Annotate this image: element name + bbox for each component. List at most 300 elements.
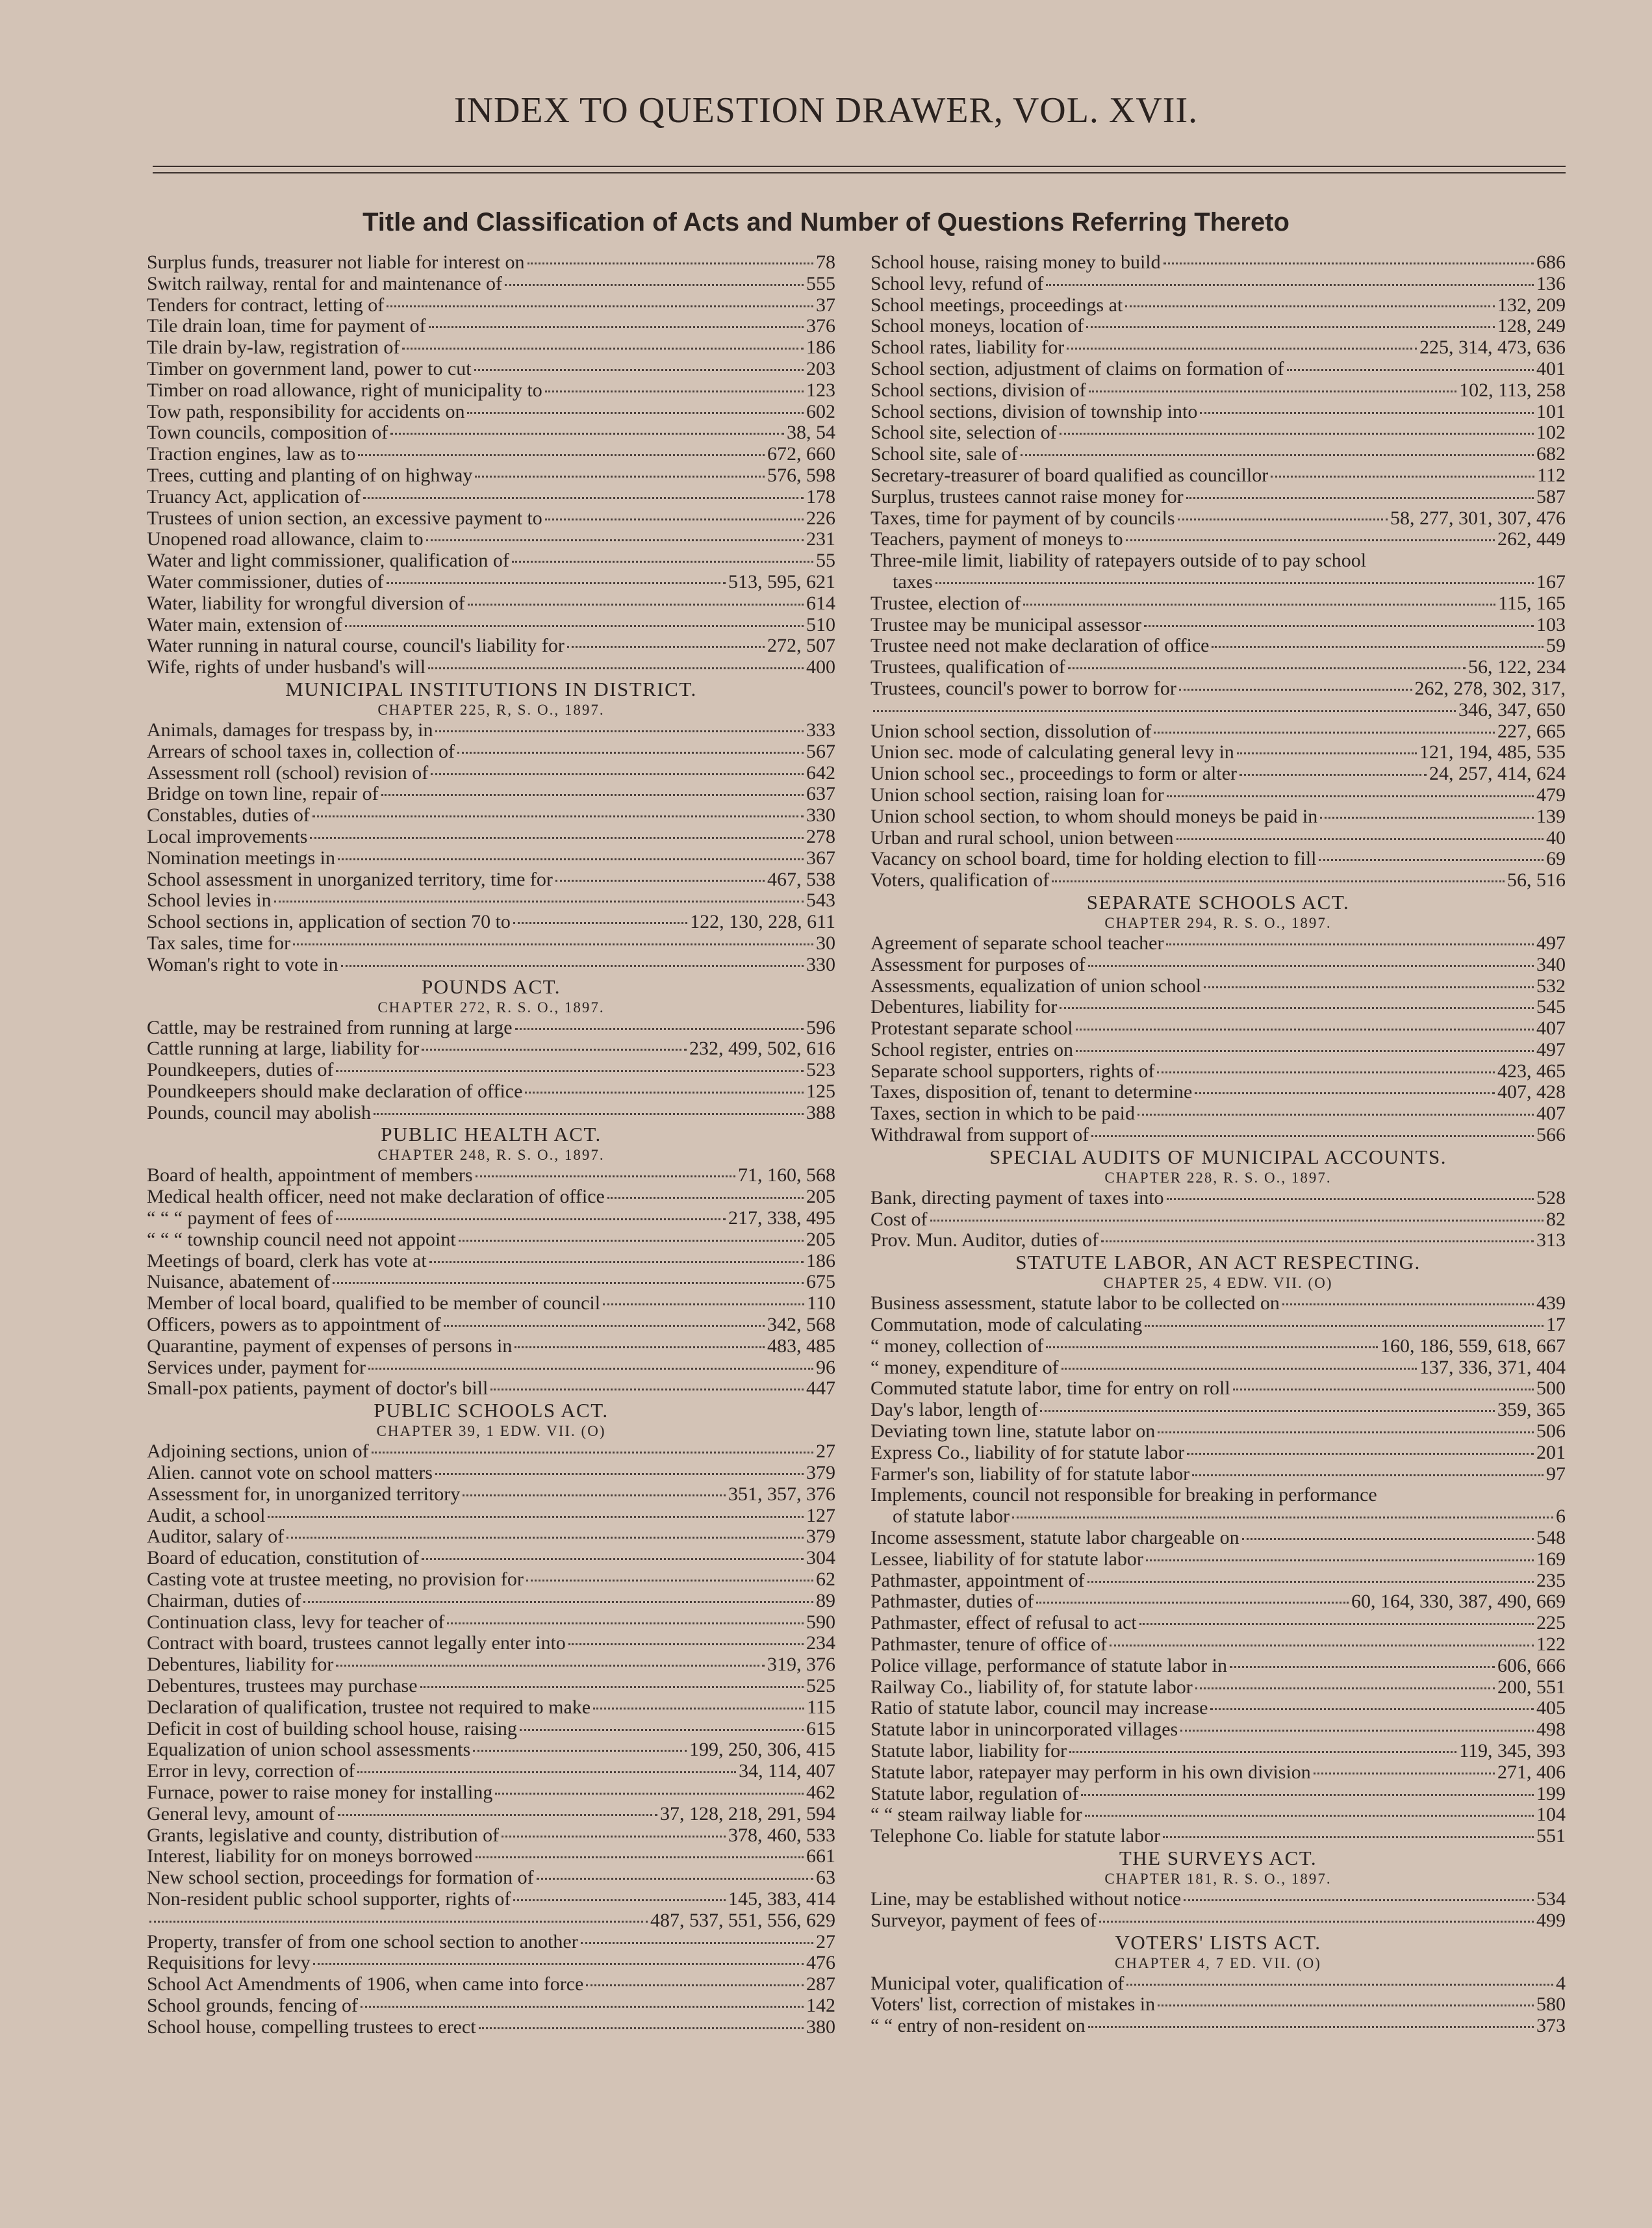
dot-leader <box>336 1218 726 1220</box>
index-entry <box>870 1613 1566 1634</box>
dot-leader <box>1137 1114 1534 1116</box>
index-entry <box>147 1676 835 1697</box>
page-numbers: 487, 537, 551, 556, 629 <box>650 1910 835 1931</box>
dot-leader <box>426 539 804 541</box>
page-numbers: 101 <box>1536 401 1566 422</box>
entry-text: Switch railway, rental for and maintenance of <box>147 273 503 294</box>
dot-leader <box>593 1708 804 1709</box>
index-entry <box>147 1569 835 1591</box>
chapter-citation: CHAPTER 39, 1 EDW. VII. (O) <box>376 1423 606 1440</box>
entry-text: Local improvements <box>147 826 308 847</box>
dot-leader <box>1200 412 1534 414</box>
dot-leader <box>1040 1410 1495 1412</box>
dot-leader <box>387 305 813 307</box>
index-entry <box>147 1018 835 1039</box>
entry-text: Unopened road allowance, claim to <box>147 529 424 550</box>
entry-text: Taxes, time for payment of by councils <box>870 507 1175 529</box>
index-entry <box>147 1378 835 1400</box>
dot-leader <box>525 1092 804 1094</box>
index-entry <box>870 615 1566 636</box>
chapter-citation: CHAPTER 4, 7 ED. VII. (O) <box>1115 1954 1321 1971</box>
dot-leader <box>1154 732 1495 734</box>
entry-text: Union sec. mode of calculating general levy in <box>870 742 1234 763</box>
dot-leader <box>1126 1984 1553 1986</box>
page-numbers: 342, 568 <box>767 1314 835 1336</box>
index-entry <box>147 1272 835 1293</box>
page-numbers: 37, 128, 218, 291, 594 <box>660 1803 835 1825</box>
page-numbers: 121, 194, 485, 535 <box>1419 742 1566 763</box>
index-entry <box>147 550 835 572</box>
dot-leader <box>1081 1794 1534 1796</box>
index-entry <box>147 1548 835 1569</box>
page-numbers: 4 <box>1556 1973 1566 1994</box>
page-numbers: 615 <box>806 1718 835 1739</box>
dot-leader <box>476 1175 735 1177</box>
dot-leader <box>1158 2004 1534 2006</box>
entry-text: Union school sec., proceedings to form or alter <box>870 763 1238 785</box>
page-numbers: 351, 357, 376 <box>728 1483 835 1505</box>
index-entry <box>147 1782 835 1804</box>
dot-leader <box>1099 1921 1534 1923</box>
page-numbers: 132, 209 <box>1497 294 1566 316</box>
page-numbers: 160, 186, 559, 618, 667 <box>1380 1335 1566 1357</box>
index-entry <box>147 657 835 678</box>
page-numbers: 104 <box>1536 1804 1566 1826</box>
page-numbers: 407 <box>1536 1103 1566 1125</box>
page-numbers: 69 <box>1546 849 1566 870</box>
index-entry <box>147 316 835 337</box>
dot-leader <box>431 773 804 775</box>
index-entry-continuation <box>870 572 1566 593</box>
page-numbers: 231 <box>806 529 835 550</box>
entry-text: “ “ entry of non-resident on <box>870 2016 1086 2037</box>
entry-text: Union school section, to whom should moneys be paid in <box>870 806 1318 827</box>
entry-text: Water and light commissioner, qualification of <box>147 550 509 572</box>
index-entry <box>147 1186 835 1208</box>
dot-leader <box>586 1984 804 1986</box>
dot-leader <box>475 476 765 478</box>
index-entry <box>870 1656 1566 1677</box>
page-numbers: 407, 428 <box>1497 1082 1566 1103</box>
entry-text: Arrears of school taxes in, collection of <box>147 741 455 762</box>
entry-text: Deficit in cost of building school house, raising <box>147 1718 517 1739</box>
dot-leader <box>1282 1303 1534 1305</box>
entry-text: General levy, amount of <box>147 1803 335 1825</box>
index-entry <box>870 380 1566 402</box>
entry-text: Taxes, section in which to be paid <box>870 1103 1135 1125</box>
page-numbers: 523 <box>806 1060 835 1081</box>
entry-text: Water main, extension of <box>147 614 342 635</box>
entry-text: Withdrawal from support of <box>870 1125 1089 1146</box>
entry-text: Board of education, constitution of <box>147 1548 420 1569</box>
entry-text: Pathmaster, tenure of office of <box>870 1634 1107 1656</box>
page-numbers: 405 <box>1536 1698 1566 1719</box>
index-entry <box>870 1230 1566 1251</box>
index-entry <box>147 337 835 359</box>
entry-text: Board of health, appointment of members <box>147 1165 473 1186</box>
dot-leader <box>603 1303 804 1305</box>
page-numbers: 128, 249 <box>1497 316 1566 337</box>
page-numbers: 235 <box>1536 1570 1566 1591</box>
entry-text: Surplus funds, treasurer not liable for interest on <box>147 252 525 273</box>
page-numbers: 199, 250, 306, 415 <box>689 1739 835 1761</box>
entry-text: Non-resident public school supporter, rights of <box>147 1888 511 1910</box>
index-entry <box>147 1825 835 1847</box>
dot-leader <box>1163 262 1534 264</box>
index-entry-continuation <box>870 1506 1566 1528</box>
dot-leader <box>1012 1517 1553 1518</box>
entry-text: Poundkeepers should make declaration of office <box>147 1081 523 1102</box>
entry-text: Nuisance, abatement of <box>147 1272 331 1293</box>
page-numbers: 169 <box>1536 1548 1566 1570</box>
index-entry <box>147 1804 835 1825</box>
dot-leader <box>1089 391 1456 392</box>
entry-text: “ money, expenditure of <box>870 1357 1059 1378</box>
entry-text: School section, adjustment of claims on formation of <box>870 358 1284 379</box>
dot-leader <box>1125 305 1495 307</box>
page-numbers: 227, 665 <box>1497 721 1566 742</box>
page-numbers: 56, 516 <box>1507 870 1566 891</box>
index-entry <box>147 274 835 295</box>
dot-leader <box>1180 1730 1534 1732</box>
page-numbers: 400 <box>806 657 835 678</box>
page-numbers: 234 <box>806 1633 835 1654</box>
page-numbers: 112 <box>1537 465 1566 486</box>
page-numbers: 226 <box>806 507 835 529</box>
entry-text: Nomination meetings in <box>147 847 335 869</box>
index-entry <box>870 635 1566 657</box>
entry-text: Trustees, qualification of <box>870 657 1065 678</box>
page-numbers: 447 <box>806 1378 835 1400</box>
dot-leader <box>1204 986 1534 988</box>
entry-text: Quarantine, payment of expenses of persons in <box>147 1335 513 1357</box>
entry-text: Debentures, liability for <box>147 1654 334 1676</box>
page-numbers: 545 <box>1536 997 1566 1018</box>
entry-text: Teachers, payment of moneys to <box>870 529 1123 550</box>
dot-leader <box>873 710 1456 712</box>
index-entry <box>870 529 1566 550</box>
entry-text: Continuation class, levy for teacher of <box>147 1611 445 1633</box>
page-numbers: 672, 660 <box>767 444 835 465</box>
page-numbers: 278 <box>806 826 835 847</box>
dot-leader <box>1167 795 1534 797</box>
dot-leader <box>1319 859 1544 861</box>
page-numbers: 378, 460, 533 <box>728 1825 835 1846</box>
dot-leader <box>293 943 813 945</box>
index-entry <box>870 721 1566 743</box>
entry-text: Cost of <box>870 1209 928 1230</box>
page-numbers: 543 <box>806 890 835 912</box>
index-entry <box>870 1634 1566 1656</box>
entry-text: Water, liability for wrongful diversion of <box>147 593 465 614</box>
index-entry <box>870 828 1566 849</box>
dot-leader <box>1110 1645 1534 1646</box>
section-heading: SEPARATE SCHOOLS ACT. <box>1086 890 1350 914</box>
index-entry <box>147 444 835 465</box>
dot-leader <box>463 1494 726 1496</box>
dot-leader <box>435 730 804 732</box>
dot-leader <box>607 1197 804 1199</box>
page-numbers: 534 <box>1536 1888 1566 1910</box>
page-numbers: 346, 347, 650 <box>1458 699 1566 721</box>
entry-text: taxes <box>893 571 933 593</box>
index-entry <box>147 1697 835 1719</box>
page-numbers: 96 <box>816 1357 835 1378</box>
entry-text: Three-mile limit, liability of ratepayers outside of to pay school <box>870 550 1367 572</box>
dot-leader <box>1314 1773 1495 1774</box>
page-numbers: 551 <box>1536 1826 1566 1847</box>
page-numbers: 122, 130, 228, 611 <box>690 912 835 933</box>
index-entry <box>147 720 835 741</box>
section-heading: POUNDS ACT. <box>421 975 561 998</box>
page-numbers: 71, 160, 568 <box>738 1165 835 1186</box>
page-numbers: 137, 336, 371, 404 <box>1419 1357 1566 1378</box>
page-numbers: 686 <box>1536 252 1566 273</box>
page-numbers: 532 <box>1536 975 1566 997</box>
dot-leader <box>568 1643 804 1645</box>
index-entry <box>870 550 1566 572</box>
dot-leader <box>1087 1581 1534 1583</box>
entry-text: School sections, division of township into <box>870 401 1198 422</box>
dot-leader <box>345 625 804 627</box>
page-numbers: 548 <box>1536 1528 1566 1549</box>
dot-leader <box>1179 689 1412 691</box>
entry-text: Water running in natural course, council's liability for <box>147 635 565 657</box>
index-entry <box>870 849 1566 870</box>
entry-text: Contract with board, trustees cannot legally enter into <box>147 1633 566 1654</box>
index-entry <box>147 1463 835 1484</box>
dot-leader <box>1178 519 1388 520</box>
page-numbers: 498 <box>1536 1719 1566 1741</box>
entry-text: School site, selection of <box>870 422 1057 444</box>
index-entry <box>870 422 1566 444</box>
index-entry <box>147 1081 835 1103</box>
dot-leader <box>1239 774 1427 776</box>
entry-text: School rates, liability for <box>870 337 1065 359</box>
index-entry <box>870 295 1566 316</box>
index-entry <box>147 1229 835 1251</box>
dot-leader <box>286 1537 804 1539</box>
page-numbers: 63 <box>816 1867 835 1889</box>
index-entry <box>870 1400 1566 1421</box>
entry-text: Requisitions for levy <box>147 1953 311 1974</box>
page-numbers: 271, 406 <box>1497 1761 1566 1783</box>
dot-leader <box>1086 326 1495 328</box>
index-entry <box>147 1654 835 1676</box>
page-numbers: 606, 666 <box>1497 1655 1566 1676</box>
entry-text: Interest, liability for on moneys borrowed <box>147 1846 473 1867</box>
index-entry <box>870 1209 1566 1231</box>
index-entry <box>147 1038 835 1060</box>
dot-leader <box>1233 1389 1534 1390</box>
page-numbers: 178 <box>806 486 835 507</box>
entry-text: Statute labor, liability for <box>870 1741 1067 1761</box>
index-entry <box>147 933 835 954</box>
entry-text: School assessment in unorganized territory, time for <box>147 869 553 890</box>
index-entry <box>870 1421 1566 1442</box>
entry-text: School grounds, fencing of <box>147 1995 358 2016</box>
dot-leader <box>402 348 804 350</box>
index-entry <box>147 1889 835 1910</box>
section-heading: THE SURVEYS ACT. <box>1119 1846 1317 1869</box>
index-entry <box>870 763 1566 785</box>
page-numbers: 102, 113, 258 <box>1459 379 1566 401</box>
dot-leader <box>429 1261 804 1263</box>
chapter-citation: CHAPTER 248, R. S. O., 1897. <box>377 1147 605 1164</box>
page-numbers: 367 <box>806 847 835 869</box>
page-numbers: 576, 598 <box>767 465 835 486</box>
index-entry <box>870 806 1566 828</box>
page-numbers: 225 <box>1536 1613 1566 1634</box>
dot-leader <box>1052 880 1505 882</box>
left-index-column <box>147 252 835 2038</box>
entry-text: Taxes, disposition of, tenant to determine <box>870 1082 1193 1103</box>
index-entry <box>147 869 835 891</box>
index-entry <box>147 1208 835 1229</box>
section-heading: MUNICIPAL INSTITUTIONS IN DISTRICT. <box>285 677 697 700</box>
entry-text: New school section, proceedings for formation of <box>147 1867 534 1889</box>
page-numbers: 59 <box>1546 635 1566 657</box>
dot-leader <box>274 901 804 903</box>
dot-leader <box>505 284 804 286</box>
page-numbers: 203 <box>806 358 835 379</box>
entry-text: Poundkeepers, duties of <box>147 1060 334 1081</box>
dot-leader <box>1076 1050 1534 1052</box>
page-numbers: 56, 122, 234 <box>1468 657 1566 678</box>
index-entry <box>870 487 1566 508</box>
entry-text: Error in levy, correction of <box>147 1761 355 1782</box>
index-entry <box>870 785 1566 806</box>
page-numbers: 376 <box>806 316 835 337</box>
index-entry <box>870 1082 1566 1103</box>
page-numbers: 262, 449 <box>1497 529 1566 550</box>
dot-leader <box>313 1963 804 1965</box>
dot-leader <box>422 1558 804 1560</box>
entry-text: Surplus, trustees cannot raise money for <box>870 486 1184 507</box>
entry-text: Truancy Act, application of <box>147 486 361 507</box>
entry-text: Separate school supporters, rights of <box>870 1060 1155 1082</box>
index-entry <box>147 1526 835 1548</box>
index-entry <box>870 1103 1566 1125</box>
index-entry <box>147 295 835 316</box>
index-entry <box>870 1804 1566 1826</box>
entry-text: Urban and rural school, union between <box>870 827 1174 849</box>
dot-leader <box>341 965 804 967</box>
dot-leader <box>515 1028 804 1030</box>
entry-text: Trustee, election of <box>870 593 1021 614</box>
index-entry <box>870 1357 1566 1379</box>
page-numbers: 330 <box>806 805 835 826</box>
index-entry <box>870 1910 1566 1932</box>
page-numbers: 123 <box>806 379 835 401</box>
page-numbers: 510 <box>806 614 835 635</box>
index-entry <box>147 1505 835 1527</box>
page-numbers: 38, 54 <box>787 422 835 444</box>
entry-text: Declaration of qualification, trustee not required to make <box>147 1697 591 1718</box>
dot-leader <box>1067 348 1417 350</box>
entry-text: Express Co., liability of for statute labor <box>870 1442 1185 1463</box>
index-entry <box>870 337 1566 359</box>
dot-leader <box>1144 625 1534 627</box>
dot-leader <box>1060 1007 1534 1009</box>
page-numbers: 359, 365 <box>1497 1400 1566 1421</box>
entry-text: Debentures, trustees may purchase <box>147 1676 418 1697</box>
index-entry <box>147 741 835 763</box>
page-numbers: 37 <box>816 294 835 316</box>
page-numbers: 217, 338, 495 <box>728 1208 835 1229</box>
dot-leader <box>490 1389 804 1390</box>
page-numbers: 513, 595, 621 <box>728 571 835 593</box>
chapter-citation: CHAPTER 181, R. S. O., 1897. <box>1104 1870 1332 1887</box>
entry-text: “ money, collection of <box>870 1335 1044 1357</box>
page-numbers: 103 <box>1536 614 1566 635</box>
index-entry <box>147 1251 835 1272</box>
page-numbers: 30 <box>816 932 835 954</box>
dot-leader <box>567 646 765 648</box>
dot-leader <box>428 667 804 669</box>
entry-text: Auditor, salary of <box>147 1526 285 1548</box>
dot-leader <box>473 1750 687 1752</box>
entry-text: School house, compelling trustees to erect <box>147 2016 476 2038</box>
dot-leader <box>476 1856 804 1858</box>
page-numbers: 304 <box>806 1548 835 1569</box>
index-entry <box>870 997 1566 1018</box>
entry-text: Services under, payment for <box>147 1357 366 1378</box>
entry-text: Statute labor, regulation of <box>870 1783 1079 1804</box>
dot-leader <box>930 1220 1544 1222</box>
entry-text: Secretary-treasurer of board qualified as councillor <box>870 465 1269 486</box>
dot-leader <box>1176 838 1544 840</box>
entry-text: Bank, directing payment of taxes into <box>870 1187 1164 1209</box>
dot-leader <box>444 1325 765 1327</box>
dot-leader <box>1046 284 1534 286</box>
dot-leader <box>1287 369 1534 371</box>
dot-leader <box>1195 1092 1495 1094</box>
index-entry <box>147 593 835 615</box>
page-numbers: 205 <box>806 1186 835 1208</box>
dot-leader <box>537 1878 813 1880</box>
index-entry <box>870 1784 1566 1805</box>
dot-leader <box>333 1282 804 1284</box>
index-entry <box>147 380 835 402</box>
page-numbers: 6 <box>1556 1506 1566 1528</box>
index-entry <box>870 1762 1566 1784</box>
page-numbers: 167 <box>1536 571 1566 593</box>
page-numbers: 467, 538 <box>767 869 835 890</box>
dot-leader <box>1060 433 1534 435</box>
page-numbers: 27 <box>816 1931 835 1953</box>
index-entry <box>870 252 1566 274</box>
page-numbers: 340 <box>1536 954 1566 975</box>
entry-text: Water commissioner, duties of <box>147 571 384 593</box>
entry-text: Police village, performance of statute labor in <box>870 1655 1227 1676</box>
entry-text: Tax sales, time for <box>147 932 291 954</box>
page-numbers: 115 <box>807 1697 835 1718</box>
page-numbers: 497 <box>1536 932 1566 954</box>
dot-leader <box>336 1665 765 1667</box>
entry-text: School moneys, location of <box>870 316 1084 337</box>
dot-leader <box>1167 1198 1534 1200</box>
dot-leader <box>1068 667 1466 669</box>
entry-text: Prov. Mun. Auditor, duties of <box>870 1230 1099 1251</box>
page-numbers: 122 <box>1536 1634 1566 1656</box>
page-numbers: 682 <box>1536 444 1566 465</box>
index-entry <box>147 1441 835 1463</box>
index-entry <box>147 1633 835 1654</box>
page-numbers: 499 <box>1536 1910 1566 1931</box>
entry-text: School sections, division of <box>870 379 1086 401</box>
entry-text: Tenders for contract, letting of <box>147 294 385 316</box>
